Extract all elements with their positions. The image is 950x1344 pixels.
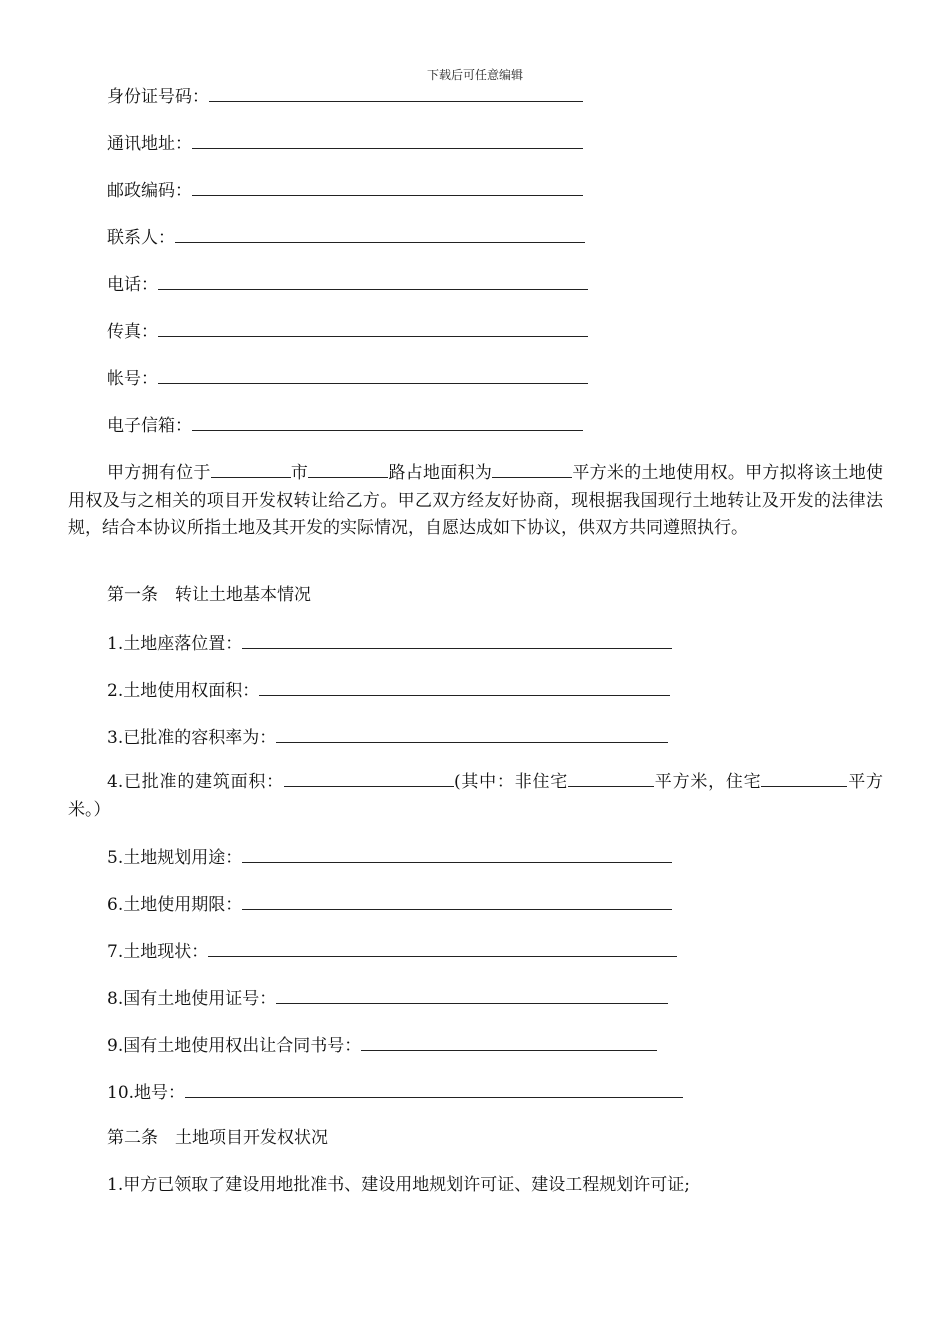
fill-line xyxy=(276,987,668,1004)
article-1-item: 2.土地使用权面积： xyxy=(107,679,670,701)
fill-line xyxy=(185,1081,683,1098)
article-1-item: 7.土地现状： xyxy=(107,940,677,962)
field-label: 电话： xyxy=(107,275,158,295)
fill-line xyxy=(192,132,583,149)
fill-line xyxy=(242,632,672,649)
fill-line xyxy=(259,679,670,696)
id-number-field xyxy=(107,85,583,107)
article-1-item: 9.国有土地使用权出让合同书号： xyxy=(107,1034,657,1056)
road-blank xyxy=(308,461,388,478)
field-label: 帐号： xyxy=(107,369,158,389)
fill-line xyxy=(158,273,588,290)
residential-blank xyxy=(761,770,847,787)
fill-line xyxy=(158,367,588,384)
field-label: 传真： xyxy=(107,322,158,342)
fill-line xyxy=(276,726,668,743)
article-1-item: 5.土地规划用途： xyxy=(107,846,672,868)
article-1-item-4: 4.已批准的建筑面积： (其中：非住宅 平方米，住宅 平方米。） xyxy=(68,772,884,820)
field-label: 电子信箱： xyxy=(107,416,192,436)
phone-field xyxy=(107,273,588,295)
non-residential-blank xyxy=(568,770,654,787)
field-label: 身份证号码： xyxy=(107,87,209,107)
field-label: 邮政编码： xyxy=(107,181,192,201)
fill-line xyxy=(242,846,672,863)
address-field xyxy=(107,132,583,154)
fax-field xyxy=(107,320,588,342)
building-area-blank xyxy=(284,770,454,787)
article-1-item: 8.国有土地使用证号： xyxy=(107,987,668,1009)
article-1-item: 1.土地座落位置： xyxy=(107,632,672,654)
intro-paragraph: 甲方拥有位于 市 路占地面积为 平方米的土地使用权。甲方拟将该土地使用权及与之相关的项目开发权转让给乙方。甲乙双方经友好协商，现根据我国现行土地转让及开发的法律法规，结合本协议所指土地及其开发的实际情况，自愿达成如下协议，供双方共同遵照执行。 xyxy=(68,463,884,538)
article-1-item: 10.地号： xyxy=(107,1081,683,1103)
article-1-title: 第一条 转让土地基本情况 xyxy=(107,585,311,605)
city-blank xyxy=(211,461,291,478)
area-blank xyxy=(492,461,572,478)
field-label: 联系人： xyxy=(107,228,175,248)
account-field xyxy=(107,367,588,389)
fill-line xyxy=(209,85,583,102)
email-field xyxy=(107,414,583,436)
article-1-item: 3.已批准的容积率为： xyxy=(107,726,668,748)
fill-line xyxy=(242,893,672,910)
fill-line xyxy=(208,940,677,957)
fill-line xyxy=(192,414,583,431)
contact-person-field xyxy=(107,226,585,248)
postal-code-field xyxy=(107,179,583,201)
field-label: 通讯地址： xyxy=(107,134,192,154)
fill-line xyxy=(175,226,585,243)
article-2-item-1: 1.甲方已领取了建设用地批准书、建设用地规划许可证、建设工程规划许可证; xyxy=(107,1175,690,1195)
fill-line xyxy=(361,1034,657,1051)
article-1-item: 6.土地使用期限： xyxy=(107,893,672,915)
fill-line xyxy=(158,320,588,337)
fill-line xyxy=(192,179,583,196)
article-2-title: 第二条 土地项目开发权状况 xyxy=(107,1128,328,1148)
header-note: 下载后可任意编辑 xyxy=(426,68,523,82)
